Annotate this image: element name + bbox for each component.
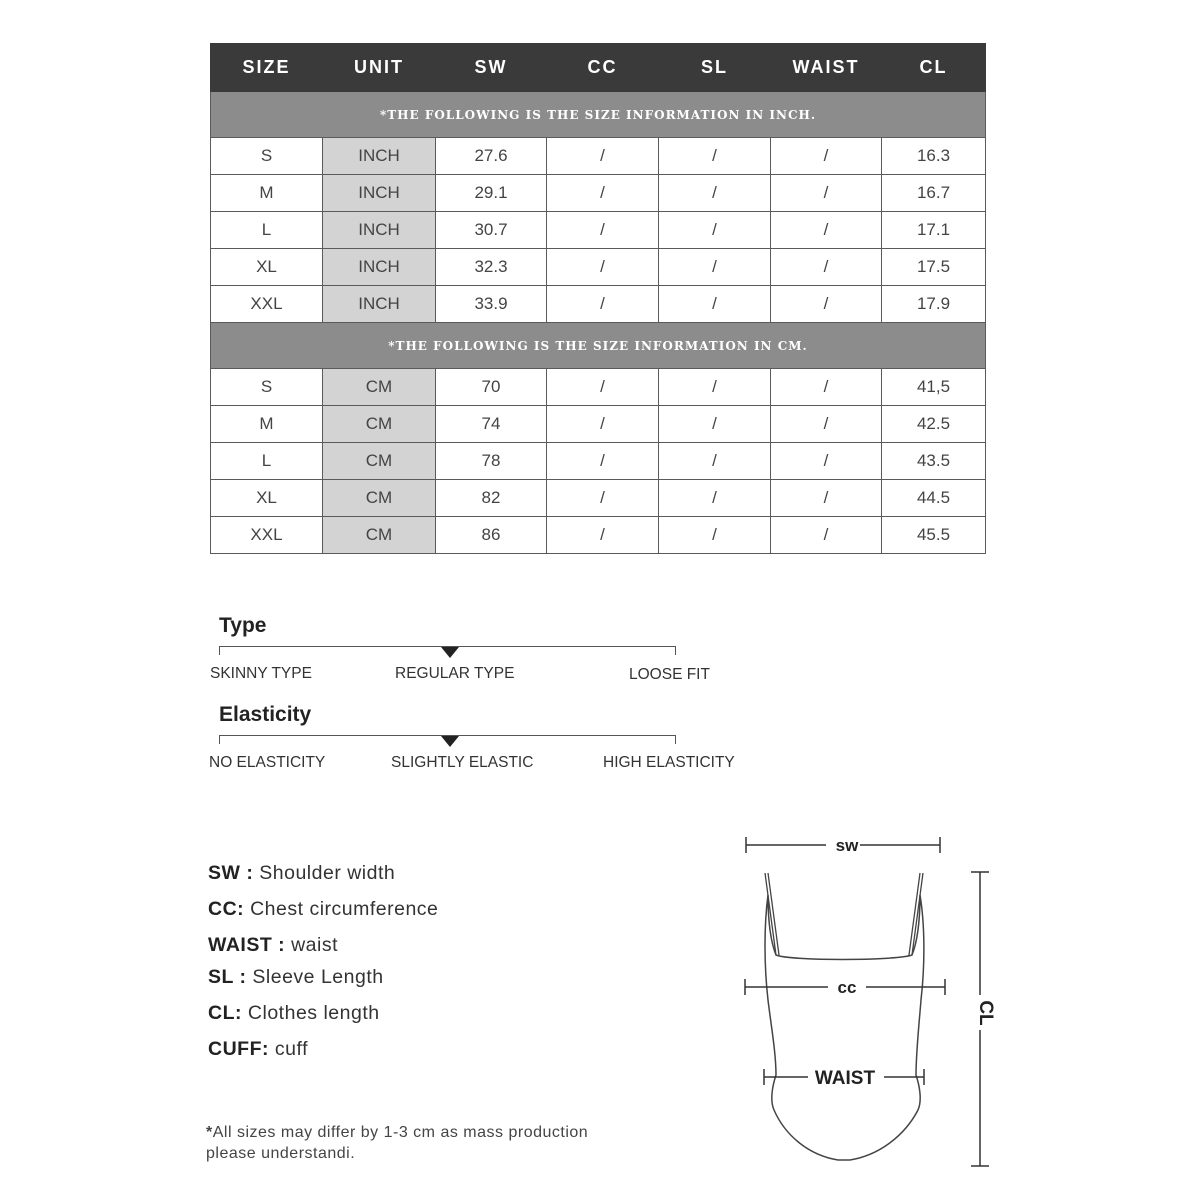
table-cell-waist: / bbox=[771, 138, 882, 175]
header-waist: WAIST bbox=[771, 44, 882, 92]
legend-cc: CC: Chest circumference bbox=[208, 898, 439, 920]
table-cell-waist: / bbox=[771, 212, 882, 249]
table-cell-sl: / bbox=[659, 175, 771, 212]
table-cell-size: XXL bbox=[211, 517, 323, 554]
table-cell-unit: INCH bbox=[323, 249, 436, 286]
table-header-row bbox=[211, 44, 986, 92]
cl-label: CL bbox=[975, 1000, 996, 1026]
table-cell-sw: 78 bbox=[436, 443, 547, 480]
table-cell-unit: CM bbox=[323, 480, 436, 517]
header-sl: SL bbox=[659, 44, 771, 92]
section-banner-row bbox=[211, 323, 986, 369]
table-cell-size: L bbox=[211, 443, 323, 480]
table-cell-cl: 45.5 bbox=[882, 517, 986, 554]
table-row bbox=[211, 175, 986, 212]
table-cell-unit: CM bbox=[323, 406, 436, 443]
header-size: SIZE bbox=[211, 44, 323, 92]
table-cell-sl: / bbox=[659, 369, 771, 406]
elasticity-scale-title: Elasticity bbox=[219, 703, 312, 726]
table-cell-size: XL bbox=[211, 480, 323, 517]
sw-dimension bbox=[746, 836, 940, 855]
straps bbox=[765, 873, 923, 955]
legend-cuff: CUFF: cuff bbox=[208, 1038, 308, 1060]
table-cell-sw: 30.7 bbox=[436, 212, 547, 249]
legend-waist: WAIST : waist bbox=[208, 934, 339, 956]
table-cell-cl: 17.5 bbox=[882, 249, 986, 286]
elasticity-label-none: NO ELASTICITY bbox=[209, 754, 326, 771]
elasticity-label-slight: SLIGHTLY ELASTIC bbox=[391, 754, 534, 771]
table-cell-unit: CM bbox=[323, 443, 436, 480]
table-cell-sw: 33.9 bbox=[436, 286, 547, 323]
table-row bbox=[211, 286, 986, 323]
elasticity-selected-marker-icon bbox=[441, 736, 459, 747]
table-row bbox=[211, 480, 986, 517]
table-cell-sl: / bbox=[659, 138, 771, 175]
table-cell-cl: 17.9 bbox=[882, 286, 986, 323]
table-cell-waist: / bbox=[771, 369, 882, 406]
table-cell-cc: / bbox=[547, 517, 659, 554]
table-cell-cc: / bbox=[547, 443, 659, 480]
section-banner: *THE FOLLOWING IS THE SIZE INFORMATION IN INCH. bbox=[211, 92, 986, 138]
table-cell-cc: / bbox=[547, 212, 659, 249]
sw-label: sw bbox=[835, 836, 859, 855]
table-cell-cl: 41,5 bbox=[882, 369, 986, 406]
table-cell-unit: INCH bbox=[323, 138, 436, 175]
table-cell-cl: 42.5 bbox=[882, 406, 986, 443]
bodysuit-outline bbox=[765, 895, 924, 1160]
type-scale-title: Type bbox=[219, 614, 267, 637]
table-cell-size: M bbox=[211, 175, 323, 212]
type-selected-marker-icon bbox=[441, 647, 459, 658]
table-row bbox=[211, 406, 986, 443]
legend-sl: SL : Sleeve Length bbox=[208, 966, 384, 988]
table-cell-waist: / bbox=[771, 517, 882, 554]
table-cell-sl: / bbox=[659, 249, 771, 286]
table-cell-sl: / bbox=[659, 212, 771, 249]
table-cell-cl: 43.5 bbox=[882, 443, 986, 480]
table-cell-sl: / bbox=[659, 286, 771, 323]
table-cell-cc: / bbox=[547, 286, 659, 323]
header-unit: UNIT bbox=[323, 44, 436, 92]
table-cell-cc: / bbox=[547, 175, 659, 212]
table-cell-sl: / bbox=[659, 480, 771, 517]
header-sw: SW bbox=[436, 44, 547, 92]
table-cell-size: XXL bbox=[211, 286, 323, 323]
table-cell-waist: / bbox=[771, 443, 882, 480]
table-cell-size: S bbox=[211, 138, 323, 175]
table-cell-sw: 32.3 bbox=[436, 249, 547, 286]
table-cell-sw: 86 bbox=[436, 517, 547, 554]
table-cell-size: S bbox=[211, 369, 323, 406]
table-row bbox=[211, 212, 986, 249]
type-label-skinny: SKINNY TYPE bbox=[210, 665, 312, 682]
table-cell-unit: INCH bbox=[323, 212, 436, 249]
type-label-loose: LOOSE FIT bbox=[629, 666, 710, 683]
table-cell-cl: 17.1 bbox=[882, 212, 986, 249]
table-cell-cc: / bbox=[547, 480, 659, 517]
table-cell-waist: / bbox=[771, 406, 882, 443]
table-cell-size: XL bbox=[211, 249, 323, 286]
legend-cl: CL: Clothes length bbox=[208, 1002, 380, 1024]
table-row bbox=[211, 517, 986, 554]
waist-label: WAIST bbox=[814, 1068, 876, 1089]
table-cell-cc: / bbox=[547, 138, 659, 175]
bodysuit-diagram bbox=[730, 825, 1000, 1175]
table-cell-cc: / bbox=[547, 249, 659, 286]
table-cell-sw: 27.6 bbox=[436, 138, 547, 175]
table-cell-waist: / bbox=[771, 286, 882, 323]
table-cell-unit: INCH bbox=[323, 286, 436, 323]
header-cc: CC bbox=[547, 44, 659, 92]
cc-dimension bbox=[745, 978, 945, 997]
table-cell-unit: INCH bbox=[323, 175, 436, 212]
table-cell-sl: / bbox=[659, 406, 771, 443]
waist-dimension bbox=[764, 1068, 924, 1089]
cc-label: cc bbox=[837, 978, 857, 997]
cl-dimension bbox=[971, 872, 996, 1166]
elasticity-label-high: HIGH ELASTICITY bbox=[603, 754, 735, 771]
table-cell-sw: 29.1 bbox=[436, 175, 547, 212]
table-cell-sw: 74 bbox=[436, 406, 547, 443]
table-cell-sw: 70 bbox=[436, 369, 547, 406]
table-cell-cc: / bbox=[547, 406, 659, 443]
table-cell-unit: CM bbox=[323, 517, 436, 554]
table-cell-waist: / bbox=[771, 175, 882, 212]
size-chart-table bbox=[210, 43, 986, 554]
table-cell-sw: 82 bbox=[436, 480, 547, 517]
table-cell-size: L bbox=[211, 212, 323, 249]
table-row bbox=[211, 369, 986, 406]
table-cell-cl: 44.5 bbox=[882, 480, 986, 517]
table-cell-size: M bbox=[211, 406, 323, 443]
table-cell-cc: / bbox=[547, 369, 659, 406]
table-cell-unit: CM bbox=[323, 369, 436, 406]
table-cell-cl: 16.3 bbox=[882, 138, 986, 175]
table-cell-waist: / bbox=[771, 480, 882, 517]
table-cell-sl: / bbox=[659, 443, 771, 480]
section-banner-row bbox=[211, 92, 986, 138]
table-row bbox=[211, 443, 986, 480]
table-row bbox=[211, 249, 986, 286]
table-row bbox=[211, 138, 986, 175]
type-label-regular: REGULAR TYPE bbox=[395, 665, 515, 682]
table-cell-sl: / bbox=[659, 517, 771, 554]
header-cl: CL bbox=[882, 44, 986, 92]
section-banner: *THE FOLLOWING IS THE SIZE INFORMATION IN CM. bbox=[211, 323, 986, 369]
table-cell-cl: 16.7 bbox=[882, 175, 986, 212]
legend-sw: SW : Shoulder width bbox=[208, 862, 396, 884]
table-cell-waist: / bbox=[771, 249, 882, 286]
disclaimer-note: *All sizes may differ by 1-3 cm as mass production please understandi. bbox=[206, 1124, 589, 1162]
